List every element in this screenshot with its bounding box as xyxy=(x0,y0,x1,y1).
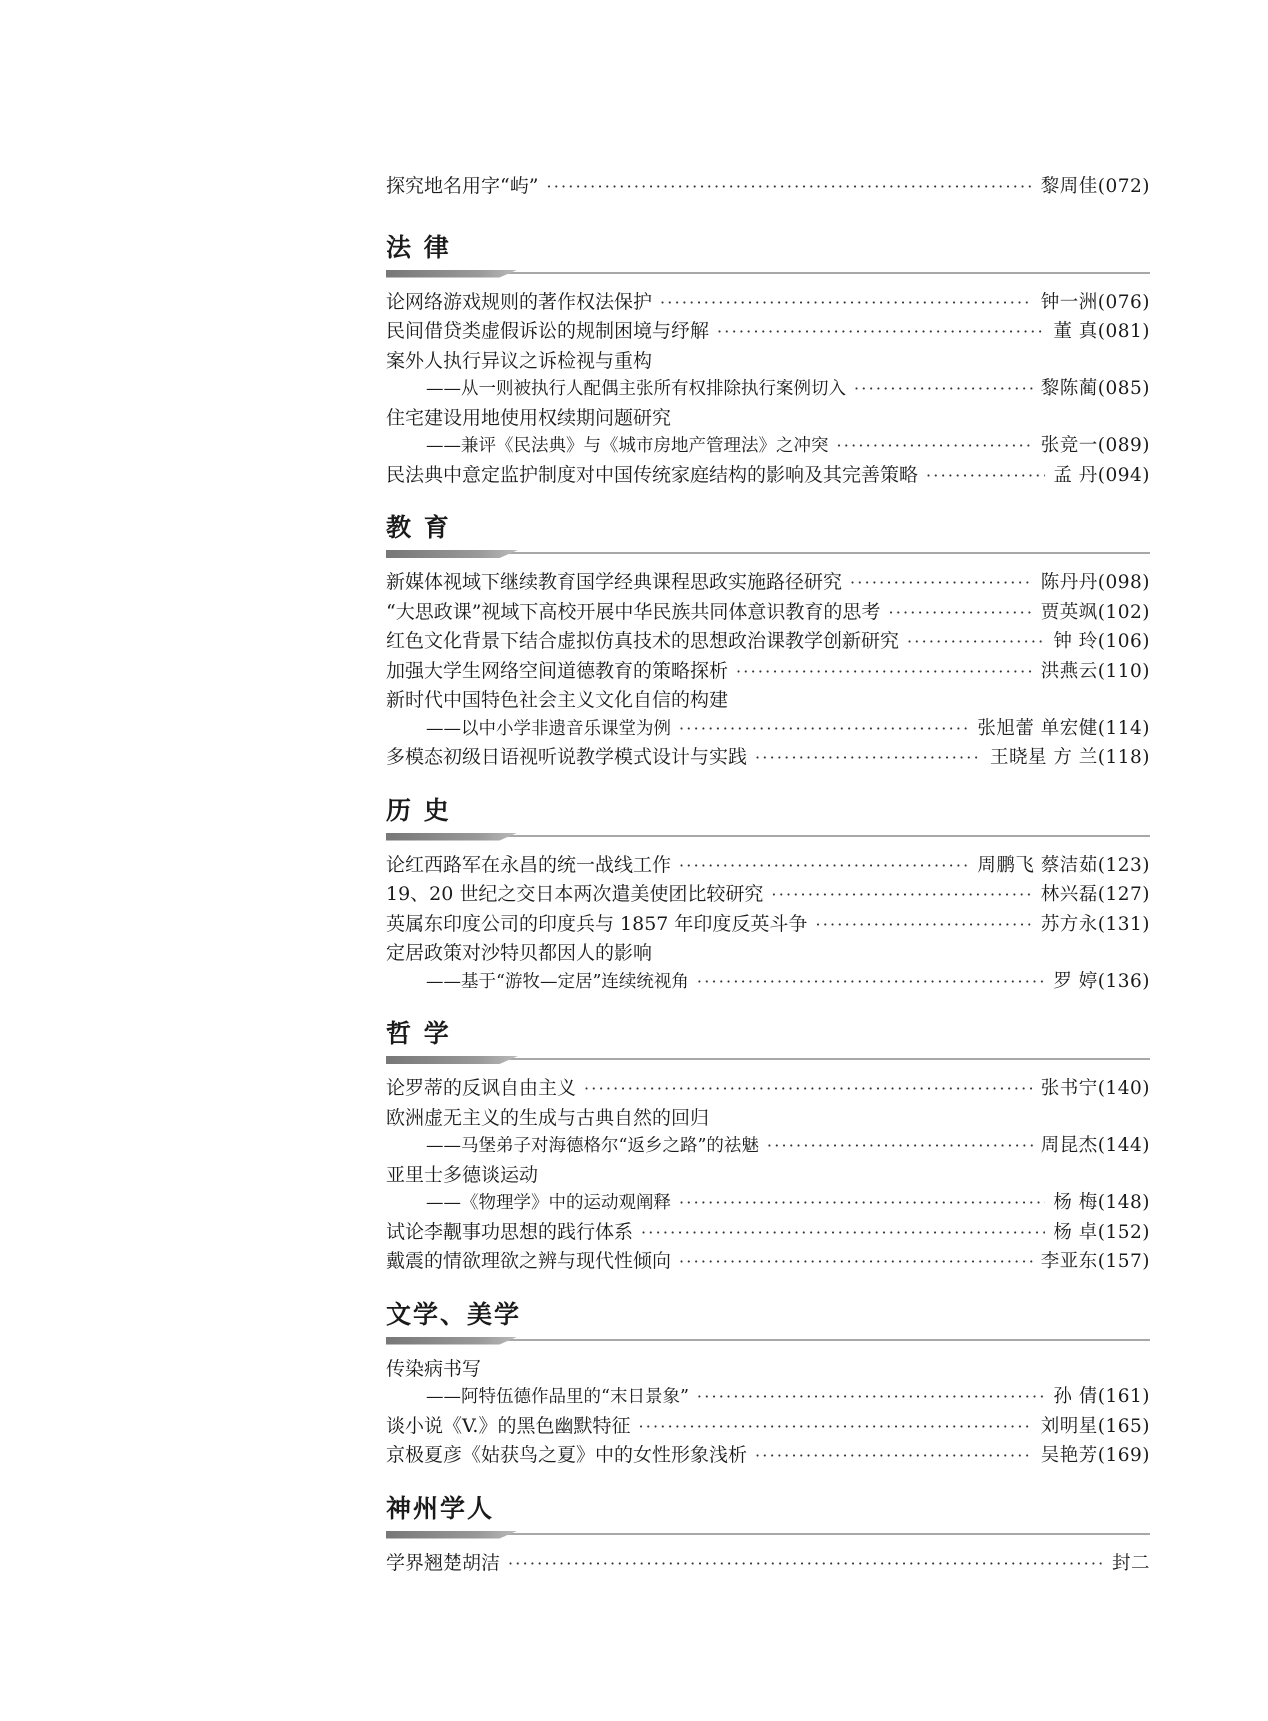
toc-entry[interactable] xyxy=(386,851,1150,881)
entry-author-page: 钟 玲(106) xyxy=(1053,631,1150,652)
entry-author-page: 杨 梅(148) xyxy=(1053,1192,1150,1213)
entry-author-page: 林兴磊(127) xyxy=(1040,884,1150,905)
entry-author-page: 陈丹丹(098) xyxy=(1040,572,1150,593)
section-title: 哲 学 xyxy=(386,1019,451,1048)
entry-title: 民法典中意定监护制度对中国传统家庭结构的影响及其完善策略 xyxy=(386,463,919,486)
entry-author-page: 张旭蕾 单宏健(114) xyxy=(977,717,1150,739)
toc-entry-subline[interactable] xyxy=(386,375,1150,404)
entry-author-page: 洪燕云(110) xyxy=(1040,660,1150,682)
entry-subtitle: ——马堡弟子对海德格尔“返乡之路”的祛魅 xyxy=(426,1136,759,1156)
section-header xyxy=(386,1299,1150,1343)
toc-entry-subline[interactable] xyxy=(386,1189,1150,1218)
dot-leader xyxy=(755,744,982,773)
toc-entry[interactable] xyxy=(386,1247,1150,1277)
dot-leader xyxy=(679,852,969,881)
toc-entry-subline[interactable] xyxy=(386,715,1150,744)
entry-subtitle: ——基于“游牧—定居”连续统视角 xyxy=(426,971,689,992)
dot-leader xyxy=(717,318,1045,347)
entry-title: 欧洲虚无主义的生成与古典自然的回归 xyxy=(386,1106,710,1129)
entry-title: 戴震的情欲理欲之辨与现代性倾向 xyxy=(386,1250,672,1272)
section-header xyxy=(386,1493,1150,1537)
toc-entry[interactable] xyxy=(386,288,1150,318)
section-accent-bar xyxy=(386,550,518,558)
section-header xyxy=(386,1018,1150,1062)
entry-subtitle: ——阿特伍德作品里的“末日景象” xyxy=(426,1387,689,1407)
entry-author-page: 刘明星(165) xyxy=(1040,1415,1150,1437)
entry-author-page: 钟一洲(076) xyxy=(1040,291,1150,313)
entry-title: 19、20 世纪之交日本两次遣美使团比较研究 xyxy=(386,883,764,905)
entry-title: 探究地名用字“屿” xyxy=(386,175,539,197)
toc-entry[interactable] xyxy=(386,686,1150,715)
section-title: 文学、美学 xyxy=(386,1299,522,1329)
toc-entry[interactable] xyxy=(386,172,1150,202)
dot-leader xyxy=(837,432,1033,461)
toc-entry[interactable] xyxy=(386,1161,1150,1190)
entry-title: 谈小说《V.》的黑色幽默特征 xyxy=(386,1414,631,1437)
dot-leader xyxy=(767,1132,1033,1161)
dot-leader xyxy=(771,881,1032,910)
dot-leader xyxy=(926,462,1045,491)
dot-leader xyxy=(697,968,1045,997)
entry-title: 定居政策对沙特贝都因人的影响 xyxy=(386,942,653,964)
toc-entry[interactable] xyxy=(386,568,1150,598)
toc-entry[interactable] xyxy=(386,910,1150,940)
section-title: 历 史 xyxy=(386,795,451,825)
entry-author-page: 周昆杰(144) xyxy=(1040,1135,1150,1156)
entry-author-page: 贾英飒(102) xyxy=(1040,601,1150,623)
dot-leader xyxy=(755,1442,1033,1471)
dot-leader xyxy=(854,375,1033,404)
entry-author-page: 罗 婷(136) xyxy=(1053,970,1150,992)
toc-entry-subline[interactable] xyxy=(386,1383,1150,1412)
dot-leader xyxy=(679,1248,1033,1277)
entry-title: “大思政课”视域下高校开展中华民族共同体意识教育的思考 xyxy=(386,600,881,623)
entry-author-page: 孟 丹(094) xyxy=(1053,464,1150,486)
dot-leader xyxy=(907,628,1045,657)
entry-title: 民间借贷类虚假诉讼的规制困境与纾解 xyxy=(386,320,710,342)
entry-title: 传染病书写 xyxy=(386,1357,482,1380)
sections-container xyxy=(386,232,1150,1579)
toc-entry[interactable] xyxy=(386,1074,1150,1104)
entry-subtitle: ——《物理学》中的运动观阐释 xyxy=(426,1193,671,1213)
entry-subtitle: ——以中小学非遗音乐课堂为例 xyxy=(426,718,671,739)
section-header xyxy=(386,512,1150,556)
toc-section xyxy=(386,795,1150,997)
entry-title: 试论李觏事功思想的践行体系 xyxy=(386,1220,634,1243)
entry-author-page: 董 真(081) xyxy=(1053,321,1150,342)
dot-leader xyxy=(679,1189,1045,1218)
entry-title: 红色文化背景下结合虚拟仿真技术的思想政治课教学创新研究 xyxy=(386,630,900,652)
entry-author-page: 张竞一(089) xyxy=(1040,435,1150,456)
toc-section xyxy=(386,1018,1150,1277)
toc-entry[interactable] xyxy=(386,627,1150,657)
entry-author-page: 王晓星 方 兰(118) xyxy=(989,747,1150,768)
dot-leader xyxy=(815,911,1032,940)
table-of-contents xyxy=(386,172,1150,1600)
toc-entry[interactable] xyxy=(386,598,1150,628)
entry-title: 多模态初级日语视听说教学模式设计与实践 xyxy=(386,746,748,768)
section-header xyxy=(386,795,1150,839)
entry-author-page: 黎陈蔺(085) xyxy=(1040,378,1150,399)
toc-entry[interactable] xyxy=(386,461,1150,491)
dot-leader xyxy=(638,1413,1032,1442)
entry-author-page: 封二 xyxy=(1111,1552,1150,1574)
entry-subtitle: ——兼评《民法典》与《城市房地产管理法》之冲突 xyxy=(426,436,829,456)
entry-title: 京极夏彦《姑获鸟之夏》中的女性形象浅析 xyxy=(386,1444,748,1466)
toc-entry[interactable] xyxy=(386,743,1150,773)
toc-entry-subline[interactable] xyxy=(386,1132,1150,1161)
section-accent-bar xyxy=(386,833,518,841)
toc-entry[interactable] xyxy=(386,1104,1150,1133)
section-accent-bar xyxy=(386,1056,518,1064)
toc-entry[interactable] xyxy=(386,1549,1150,1579)
toc-entry[interactable] xyxy=(386,880,1150,910)
entry-title: 学界翘楚胡洁 xyxy=(386,1551,501,1574)
entry-title: 加强大学生网络空间道德教育的策略探析 xyxy=(386,659,729,682)
dot-leader xyxy=(679,715,969,744)
entry-title: 案外人执行异议之诉检视与重构 xyxy=(386,349,653,372)
section-header xyxy=(386,232,1150,276)
toc-entry[interactable] xyxy=(386,317,1150,347)
section-accent-bar xyxy=(386,270,518,278)
dot-leader xyxy=(508,1550,1104,1579)
entry-title: 住宅建设用地使用权续期问题研究 xyxy=(386,406,672,429)
section-title: 法 律 xyxy=(386,232,451,262)
toc-entry-subline[interactable] xyxy=(386,432,1150,461)
toc-entry[interactable] xyxy=(386,1355,1150,1384)
entry-title: 新时代中国特色社会主义文化自信的构建 xyxy=(386,689,729,711)
entry-author-page: 吴艳芳(169) xyxy=(1040,1445,1150,1466)
entry-title: 论网络游戏规则的著作权法保护 xyxy=(386,290,653,313)
dot-leader xyxy=(888,599,1032,628)
entry-subtitle: ——从一则被执行人配偶主张所有权排除执行案例切入 xyxy=(426,379,846,399)
entry-author-page: 张书宁(140) xyxy=(1040,1078,1150,1099)
section-title: 教 育 xyxy=(386,513,451,542)
toc-entry[interactable] xyxy=(386,657,1150,687)
toc-entry[interactable] xyxy=(386,1441,1150,1471)
dot-leader xyxy=(697,1383,1045,1412)
intro-block xyxy=(386,172,1150,202)
dot-leader xyxy=(736,658,1033,687)
entry-title: 英属东印度公司的印度兵与 1857 年印度反英斗争 xyxy=(386,912,808,935)
toc-entry[interactable] xyxy=(386,404,1150,433)
entry-author-page: 杨 卓(152) xyxy=(1053,1221,1150,1243)
toc-section xyxy=(386,512,1150,773)
toc-entry[interactable] xyxy=(386,1412,1150,1442)
entry-author-page: 黎周佳(072) xyxy=(1040,176,1150,197)
entry-title: 论罗蒂的反讽自由主义 xyxy=(386,1077,577,1099)
entry-title: 论红西路军在永昌的统一战线工作 xyxy=(386,853,672,876)
section-title: 神州学人 xyxy=(386,1493,495,1523)
toc-section xyxy=(386,1493,1150,1579)
dot-leader xyxy=(641,1219,1045,1248)
section-accent-bar xyxy=(386,1531,518,1539)
section-accent-bar xyxy=(386,1337,518,1345)
entry-author-page: 周鹏飞 蔡洁茹(123) xyxy=(977,854,1150,876)
dot-leader xyxy=(546,173,1032,202)
entry-author-page: 孙 倩(161) xyxy=(1053,1386,1150,1407)
dot-leader xyxy=(850,569,1033,598)
toc-entry[interactable] xyxy=(386,1218,1150,1248)
dot-leader xyxy=(660,289,1033,318)
toc-entry-subline[interactable] xyxy=(386,968,1150,997)
toc-section xyxy=(386,232,1150,491)
toc-entry[interactable] xyxy=(386,347,1150,376)
entry-title: 新媒体视域下继续教育国学经典课程思政实施路径研究 xyxy=(386,571,843,593)
toc-entry[interactable] xyxy=(386,939,1150,968)
dot-leader xyxy=(584,1075,1033,1104)
entry-title: 亚里士多德谈运动 xyxy=(386,1163,539,1186)
toc-section xyxy=(386,1299,1150,1471)
entry-author-page: 苏方永(131) xyxy=(1040,913,1150,935)
entry-author-page: 李亚东(157) xyxy=(1040,1251,1150,1272)
